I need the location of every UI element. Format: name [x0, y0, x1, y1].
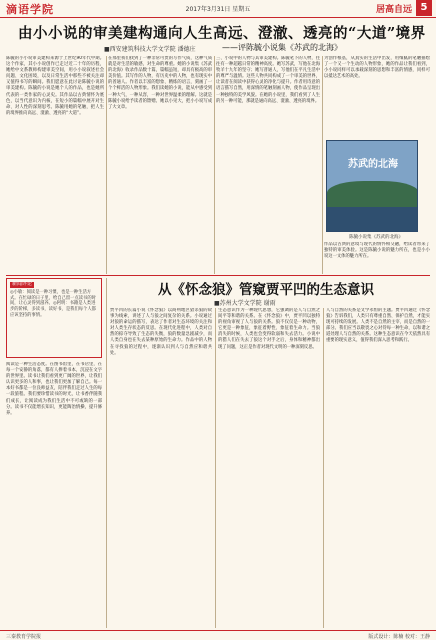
- article2-column: 人与自然的关系是文学永恒的主题。贾平凹通过《怀念狼》告诉我们，人类只有尊重自然、保护自然，才能实现可持续的发展。人类不是自然的主宰，而是自然的一部分。我们应当以敬畏之心对待每一种生命，以和谐之道处理人与自然的关系。这种生态意识在今天依然具有重要的现实意义，值得我们深入思考和践行。: [326, 308, 430, 344]
- newspaper-brand: 滴语学院: [6, 3, 54, 16]
- article2-title: 从《怀念狼》管窥贾平凹的生态意识: [158, 282, 374, 298]
- page-number: 5: [416, 0, 432, 16]
- page-footer: [0, 630, 436, 640]
- article1-column: 在那里我们找到了一种非常可贵的写作气质，这种气质就是对生活的敏感，对生命的尊重。她的小说集《苏武的北海》收录作品数十篇，篇幅虽短，却具有极高的审美价值。其写作的人物，有历史中的人物，也有现实中的普通人。作者以丰富的想象、精炼的语言，刻画了一个个鲜活的人物形象。我们读她的小说，能从中感受到一种大气，一种从容，一种对世界温柔的理解。这就是陈毓小说给予读者的馈赠。她以小见大，把小小说写成了大文章。: [108, 56, 212, 110]
- column-divider: [323, 308, 324, 628]
- book-caption: 陈毓小说集《苏武的北海》: [349, 235, 403, 240]
- article1-column: 陈毓的小小说审美建构来源于上世纪90年代中期。这个作家，其小小说创作已走过近二十年的历程，她给中文系教师构建审美空间，用小小说叙述社会问题、文化困境，以及日常生活中那些不被关注却又值得书写的瞬间。我们愿意在此讨论陈毓小说的审美建构。陈毓的小说是她个人的作品，也是她所代表的一类作家的心灵史。其作品以古典情怀为底色，以当代意识为内核，在短小的篇幅中展开对生命、对人性的深刻思考。陈毓用她的笔触，把人生的境界推向高远、澄澈、透亮的“大道”。: [6, 56, 104, 116]
- column-divider: [322, 56, 323, 274]
- footer-left: 三秦教育学院报: [6, 634, 42, 640]
- cover-ground: [327, 207, 418, 232]
- comment-box-text: ◎小敏：阅读是一种习惯，也是一种生活方式。在忙碌的日子里，给自己留一点读书的时间，让心灵得到滋养。◎阿明：书籍是人类进步的阶梯，多读书，读好书，是我们每个人都应该坚持的事情。: [10, 289, 96, 318]
- article2-byline: ■苏州大学文学院 谢雨: [214, 300, 276, 307]
- section-divider: [6, 275, 430, 276]
- column-divider: [215, 308, 216, 628]
- book-cover-title: 苏武的北海: [348, 159, 398, 170]
- column-divider: [214, 56, 215, 274]
- issue-date: 2017年3月31日 星期五: [185, 6, 251, 13]
- article1-subtitle: ——评陈毓小说集《苏武的北海》: [222, 43, 342, 52]
- masthead: [0, 0, 436, 18]
- comment-box: [6, 278, 102, 358]
- article2-column: 生态意识作为一种现代思想，它强调的是人与自然之间平等和谐的关系。在《怀念狼》中，贾平凹以独特的视角审视了人与狼的关系。狼不仅仅是一种动物，它更是一种象征，象征着野性、象征着生命力。当狼消失的时候，人类也会变得软弱和失去活力。小说中的猎人们在失去了狼这个对手之后，身体和精神都出现了问题，这正是作者对现代文明的一种深刻反思。: [218, 308, 320, 350]
- lower-left-column: 阅读是一种生活态度。在图书馆里，在书店里，在每一个安静的角落，都有人捧着书本，沉浸在文字的世界里。读书让我们看到更广阔的世界，让我们认识更多的人和事，也让我们更加了解自己。每一本好书都是一位良师益友，陪伴我们走过人生的每一段旅程。我们要珍惜读书的时光，让书香伴随我们成长，让阅读成为我们生活中不可或缺的一部分。读书不仅能增长知识，更能陶冶情操，提升修养。: [6, 362, 102, 416]
- article1-byline: ■西安建筑科技大学文学院 潘德庄: [104, 46, 196, 53]
- footer-right: 版式设计：陈楠 校对：王静: [368, 634, 430, 640]
- article1-column: 作品以古典的意境与现代的情怀相交融，给读者带来了独特的审美体验。这是陈毓小说的魅力所在，也是小小说这一文体的魅力所在。: [324, 242, 430, 260]
- section-name: 居高自远: [375, 5, 412, 15]
- column-divider: [106, 56, 107, 274]
- article1-column: 三、小说中的人物与其审美建构。陈毓笔下的人物，往往有一种超越日常的精神高度。她写苏武，写他在北海牧羊十九年的坚守；她写普通人，写他们在平凡生活中的尊严与温情。这些人物共同构成了一个审美的世界，让读者在阅读中获得心灵的净化与提升。作者用诗意的语言描写自然，用深情的笔触刻画人物，使作品呈现出一种独特的美学风貌。在她的小说里，我们看到了人生的另一种可能，那就是通向高远、澄澈、透亮的境界。: [216, 56, 320, 104]
- comment-box-label: 新闻评论: [12, 281, 33, 287]
- column-divider: [106, 278, 107, 628]
- article1-column: 为创作根基，从真实的生活中出发，用细腻的笔触描绘了一个又一个生动的人物形象，她的作品让我们看到，小小说同样可以承载深刻的思想和丰富的情感，同样可以抵达艺术的高处。: [324, 56, 430, 80]
- book-cover-image: [326, 140, 418, 232]
- article1-title: 由小小说的审美建构通向人生高远、澄澈、透亮的“大道”境界: [18, 25, 426, 42]
- article2-column: 贾平凹的长篇小说《怀念狼》以商州地区猎杀狼的故事为线索，讲述了人与狼之间复杂的关系。小说通过对狼的命运的描写，表达了作者对生态环境的关注和对人类生存状态的反思。在现代化进程中，人类对自然的掠夺导致了生态的失衡，狼的数量急剧减少，而人类自身也在失去某种原始的生命力。作品中的人物在寻找狼的过程中，逐渐认识到人与自然应和谐共处。: [110, 308, 212, 356]
